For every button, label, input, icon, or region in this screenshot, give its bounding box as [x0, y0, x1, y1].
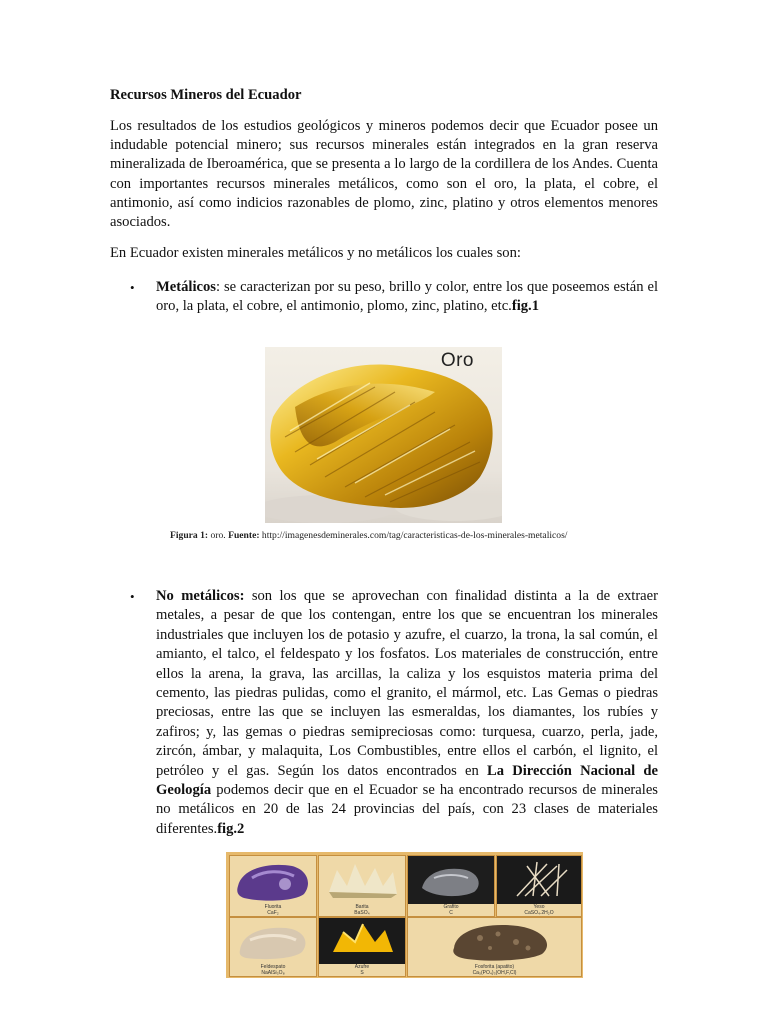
bullet-marker: • — [130, 280, 135, 295]
mineral-cell-feldespato — [229, 917, 317, 977]
mineral-formula: CaF₂ — [267, 910, 279, 916]
mineral-cell-fosforita — [407, 917, 582, 977]
mineral-name: Fosforita (apatito) — [474, 964, 515, 970]
fosforita-sample-picture — [408, 918, 581, 964]
metallic-term: Metálicos — [156, 279, 216, 295]
intro-paragraph: Los resultados de los estudios geológicos y mineros podemos decir que Ecuador posee un indudable potencial minero; sus recursos minerales están integrados en la gran reserva mineralizada de Iberoamérica, que se presenta a lo largo de la cordillera de los Andes. Cuenta con importantes recursos minerales metálicos, como son el oro, la plata, el cobre, el antimonio, así como indicios razonables de plomo, zinc, platino y otros elementos menores asociados. — [110, 118, 658, 231]
nonmetallic-text-2: podemos decir que en el Ecuador se ha encontrado recursos de minerales no metálicos en 20 de las 24 provincias del país, con 23 clases de materiales diferentes. — [156, 782, 658, 837]
document-title: Recursos Mineros del Ecuador — [110, 87, 302, 103]
fluorita-sample-picture — [230, 856, 316, 904]
metallic-text: : se caracterizan por su peso, brillo y color, entre los que poseemos están el oro, la plata, el cobre, el antimonio, plomo, zinc, platino, etc. — [156, 279, 658, 315]
mineral-cell-barita — [318, 855, 406, 917]
mineral-formula: Ca₅(PO₄)₃(OH,F,Cl) — [472, 970, 517, 976]
gold-nugget-picture — [265, 347, 502, 523]
bullet-marker: • — [130, 589, 135, 604]
figure1-caption — [170, 530, 690, 542]
mineral-formula: C — [449, 910, 453, 916]
mineral-cell-fluorita — [229, 855, 317, 917]
nonmetallic-org: La Dirección Nacional de Geología — [156, 762, 658, 799]
mineral-name: Barita — [355, 904, 369, 910]
mineral-formula: BaSO₄ — [354, 910, 370, 916]
figure1-caption-label: Figura 1: — [170, 530, 209, 541]
figure1-source-label: Fuente: — [228, 530, 260, 541]
gold-image-label: Oro — [440, 350, 474, 371]
nonmetallic-text-1: son los que se aprovechan con finalidad distinta a la de extraer metales, a pesar de que los contengan, entre los que se encuentran los minerales industriales que incluyen los de potasio y azufre, el cuarzo, la trona, la sal común, el amianto, el talco, el feldespato y los fosfatos. Los materiales de construcción, entre ellos la arena, la grava, las arcillas, la caliza y los esquistos materia prima del cemento, las piedras pulidas, como el granito, el mármol, etc. Las Gemas o piedras preciosas, entre las que se incluyen las esmeraldas, los diamantes, los rubíes y zafiros; y, las gemas o piedras semipreciosas como: turquesa, cuarzo, perla, jade, zircón, ámbar, y malaquita, Los Combustibles, entre ellos el carbón, el lignito, el petróleo y el gas. Según los datos encontrados en — [156, 588, 658, 779]
mineral-name: Feldespato — [260, 964, 286, 970]
nonmetallic-fig-ref: fig.2 — [217, 820, 245, 837]
mineral-name: Grafito — [443, 904, 459, 910]
gold-image — [265, 347, 502, 523]
feldespato-sample-picture — [230, 918, 316, 964]
barita-sample-picture — [319, 856, 405, 904]
mineral-cell-grafito — [407, 855, 495, 917]
mineral-name: Yeso — [533, 904, 545, 910]
nonmetallic-term: No metálicos: — [156, 588, 245, 604]
metallic-bullet — [156, 278, 658, 316]
mineral-name: Fluorita — [264, 904, 282, 910]
metallic-fig-ref: fig.1 — [511, 298, 539, 315]
types-paragraph: En Ecuador existen minerales metálicos y no metálicos los cuales son: — [110, 245, 521, 261]
grafito-sample-picture — [408, 856, 494, 904]
yeso-sample-picture — [497, 856, 581, 904]
mineral-formula: S — [360, 970, 364, 976]
mineral-name: Azufre — [354, 964, 370, 970]
figure1-source-url: http://imagenesdeminerales.com/tag/caracteristicas-de-los-minerales-metalicos/ — [259, 530, 568, 541]
minerals-grid-image — [226, 852, 583, 978]
mineral-cell-azufre — [318, 917, 406, 977]
nonmetallic-bullet — [156, 587, 658, 839]
azufre-sample-picture — [319, 918, 405, 964]
mineral-formula: NaAlSi₃O₈ — [261, 970, 285, 976]
mineral-formula: CaSO₄.2H₂O — [524, 910, 554, 916]
mineral-cell-yeso — [496, 855, 582, 917]
figure1-caption-text: oro. — [208, 530, 229, 541]
